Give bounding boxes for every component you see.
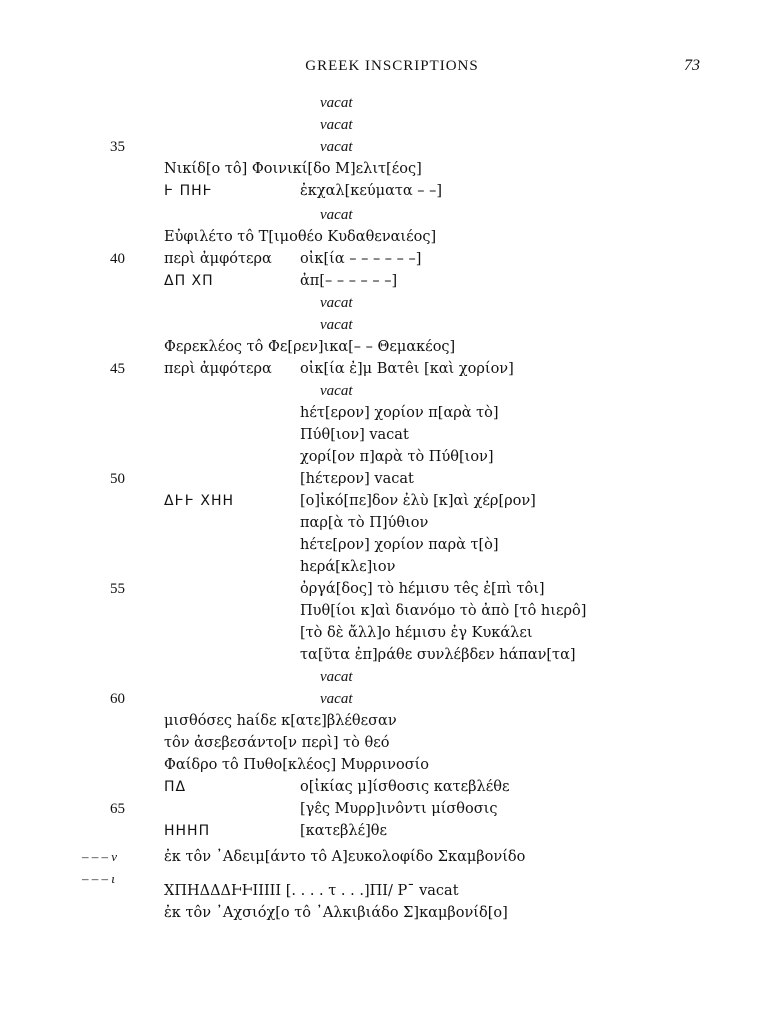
numeral-column: ΠΔ (164, 779, 187, 795)
text-column-right: hερά[κλε]ιον (300, 559, 396, 575)
text-column-right: [ο]ἰκό[πε]δον ἐλὺ [κ]αὶ χέρ[ρον] (300, 493, 536, 509)
inscription-line (0, 358, 784, 380)
inscription-line (0, 776, 784, 798)
text-column-right: [γε̂ς Μυρρ]ινôντι μίσθοσις (300, 801, 498, 817)
inscription-line (0, 622, 784, 644)
text-column: μισθόσες haίδε κ[ατε]βλέθεσαν (164, 713, 397, 729)
inscription-line (0, 556, 784, 578)
text-column-right: Πύθ[ιον] vacat (300, 427, 409, 443)
inscription-line (0, 424, 784, 446)
line-number: 50 (110, 471, 125, 487)
inscription-line (0, 402, 784, 424)
inscription-line (0, 490, 784, 512)
text-column-right: ο[ἰκίας μ]ίσθοσις κατεβλέθε (300, 779, 510, 795)
inscription-line (0, 92, 784, 114)
inscription-line (0, 534, 784, 556)
text-column-right: ἐκχαλ[κεύματα – –] (300, 183, 443, 199)
inscription-line (0, 292, 784, 314)
inscription-line (0, 114, 784, 136)
text-column-right: οἰκ[ία – – – – – –] (300, 251, 422, 267)
inscription-line (0, 158, 784, 180)
text-column: Φερεκλέος τô Φε[ρεν]ικα[– – Θεμακέος] (164, 339, 456, 355)
text-column: τôν ἀσεβεσάντο[ν περὶ] τὸ θεό (164, 735, 390, 751)
inscription-line (0, 314, 784, 336)
inscription-line (0, 226, 784, 248)
text-column-right: παρ[ὰ τὸ Π]ύθιον (300, 515, 429, 531)
vacat-marker: vacat (320, 317, 353, 333)
text-column: περὶ ἀμφότερα (164, 251, 272, 267)
line-number: 65 (110, 801, 125, 817)
numeral-column: Ͱ ΠΗͰ (164, 183, 213, 199)
text-column-right: hέτ[ερον] χορίον π[αρὰ τὸ] (300, 405, 499, 421)
inscription-line (0, 136, 784, 158)
inscription-line (0, 336, 784, 358)
line-number: 55 (110, 581, 125, 597)
inscription-line (0, 688, 784, 710)
inscription-line (0, 446, 784, 468)
numeral-column: ΔΠ ΧΠ (164, 273, 214, 289)
text-column: Εὐφιλέτο τô Τ[ιμοθέο Κυδαθεναιέος] (164, 229, 437, 245)
text-column: ἐκ τôν ᾿Αδειμ[άντο τô Α]ευκολοφίδο Σκαμβονίδο (164, 849, 526, 865)
inscription-line (0, 666, 784, 688)
text-column-right: [hέτερον] vacat (300, 471, 414, 487)
vacat-marker: vacat (320, 117, 353, 133)
text-column-right: οἰκ[ία ἐ]μ Βατêι [καὶ χορίον] (300, 361, 514, 377)
numeral-column: ΗΗΗΠ (164, 823, 211, 839)
inscription-line (0, 798, 784, 820)
text-column: Νικίδ[ο τô] Φοινικί[δο Μ]ελιτ[έος] (164, 161, 422, 177)
text-column-right: [τὸ δὲ ἄλλ]ο hέμισυ ἐγ Κυκάλει (300, 625, 533, 641)
text-column: Φαίδρο τô Πυθο[κλέος] Μυρρινοσίο (164, 757, 430, 773)
vacat-marker: vacat (320, 669, 353, 685)
vacat-marker: vacat (320, 383, 353, 399)
line-number: 45 (110, 361, 125, 377)
vacat-marker: vacat (320, 295, 353, 311)
inscription-line (0, 732, 784, 754)
text-column: ΧΠΗΔΔΔͰͰIIIII [. . . . τ . . .]ΠΙ/ Ρ¯ vacat (164, 883, 459, 899)
inscription-line (0, 644, 784, 666)
vacat-marker: vacat (320, 95, 353, 111)
inscription-line (0, 512, 784, 534)
inscription-line (0, 902, 784, 924)
margin-note: – – – ι (82, 871, 115, 886)
text-column: περὶ ἀμφότερα (164, 361, 272, 377)
inscription-line (0, 710, 784, 732)
text-column-right: ὀργά[δος] τὸ hέμισυ τêς ἐ[πὶ τôι] (300, 581, 545, 597)
line-number: 40 (110, 251, 125, 267)
vacat-marker: vacat (320, 691, 353, 707)
numeral-column: ΔͰͰ ΧΗΗ (164, 493, 234, 509)
text-column-right: [κατεβλέ]θε (300, 823, 388, 839)
inscription-line (0, 846, 784, 868)
inscription-line (0, 880, 784, 902)
text-column: ἐκ τôν ᾿Αχσιόχ[ο τô ᾿Αλκιβιάδο Σ]καμβονίδ[ο] (164, 905, 508, 921)
line-number: 35 (110, 139, 125, 155)
margin-note: – – – ν (82, 849, 118, 864)
inscription-line (0, 468, 784, 490)
inscription-line (0, 600, 784, 622)
running-header-title: GREEK INSCRIPTIONS (305, 58, 479, 74)
text-column-right: τα[ῦτα ἐπ]ράθε συνλέβδεν hάπαν[τα] (300, 647, 576, 663)
inscription-line (0, 204, 784, 226)
text-column-right: ἀπ[– – – – – –] (300, 273, 398, 289)
vacat-marker: vacat (320, 139, 353, 155)
inscription-line (0, 180, 784, 202)
text-column-right: χορί[ον π]αρὰ τὸ Πύθ[ιον] (300, 449, 494, 465)
text-column-right: hέτε[ρον] χορίον παρὰ τ[ὸ] (300, 537, 499, 553)
inscription-line (0, 248, 784, 270)
line-number: 60 (110, 691, 125, 707)
inscription-line (0, 380, 784, 402)
inscription-line (0, 270, 784, 292)
inscription-line (0, 754, 784, 776)
text-column-right: Πυθ[ίοι κ]αὶ διανόμο τὸ ἀπὸ [τô hιερô] (300, 603, 587, 619)
vacat-marker: vacat (320, 207, 353, 223)
inscription-line (0, 820, 784, 842)
inscription-line (0, 578, 784, 600)
page-number: 73 (684, 57, 700, 74)
